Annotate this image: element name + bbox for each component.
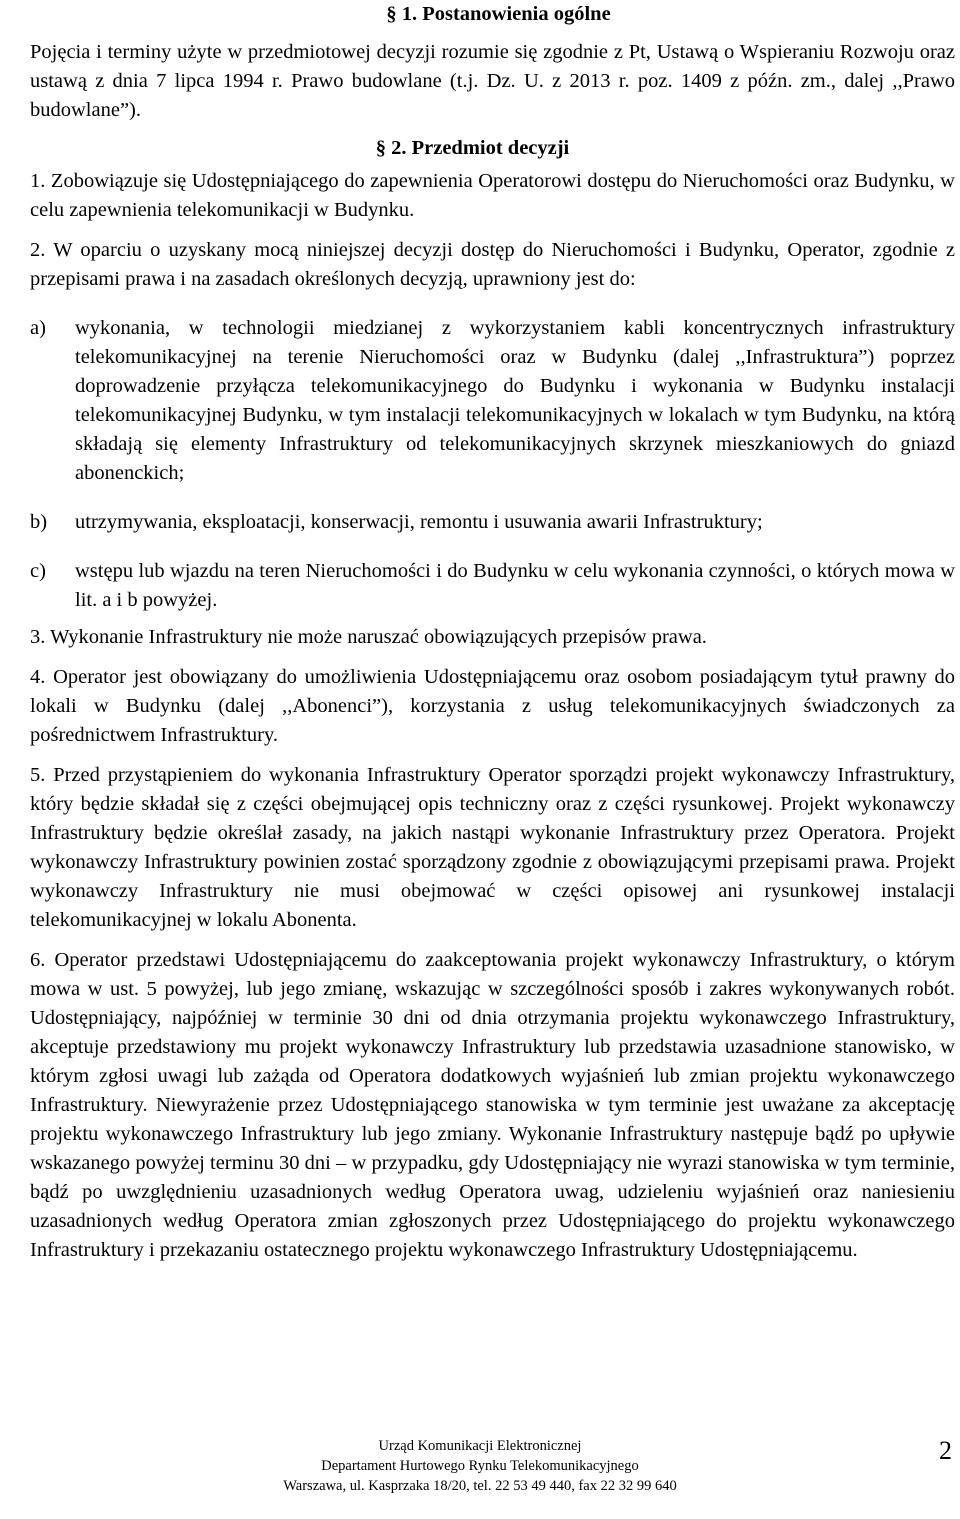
subpoint-b (30, 508, 955, 537)
subpoint-c (30, 557, 955, 615)
footer-office: Urząd Komunikacji Elektronicznej (378, 1438, 582, 1454)
subpoint-b-text: utrzymywania, eksploatacji, konserwacji, remontu i usuwania awarii Infrastruktury; (75, 511, 763, 533)
point-4 (30, 663, 955, 750)
section-1-text: Pojęcia i terminy użyte w przedmiotowej decyzji rozumie się zgodnie z Pt, Ustawą o Wspieraniu Rozwoju oraz ustawą z dnia 7 lipca 1994 r. Prawo budowlane (t.j. Dz. U. z 2013 r. poz. 1409 z późn. zm., dalej ,,Prawo budowlane”). (30, 41, 955, 121)
point-3 (30, 623, 955, 652)
section-2-title: § 2. Przedmiot decyzji (375, 137, 570, 159)
point-1 (30, 167, 955, 225)
point-4-text: Operator jest obowiązany do umożliwienia Udostępniającemu oraz osobom posiadającym tytuł prawny do lokali w Budynku (dalej ,,Abonenci”), korzystania z usług telekomunikacyjnych świadczonych za pośrednictwem Infrastruktury. (30, 666, 956, 746)
point-6 (30, 946, 955, 1265)
document-page (30, 0, 955, 1265)
point-6-number: 6. (30, 949, 46, 971)
point-4-number: 4. (30, 666, 46, 688)
section-1-title: § 1. Postanowienia ogólne (386, 3, 611, 25)
subpoint-a-mark: a) (30, 317, 46, 339)
subpoint-a (30, 314, 955, 488)
footer-address: Warszawa, ul. Kasprzaka 18/20, tel. 22 53 49 440, fax 22 32 99 640 (283, 1478, 677, 1494)
subpoint-c-text: wstępu lub wjazdu na teren Nieruchomości i do Budynku w celu wykonania czynności, o których mowa w lit. a i b powyżej. (75, 560, 955, 611)
point-1-text: Zobowiązuje się Udostępniającego do zapewnienia Operatorowi dostępu do Nieruchomości oraz Budynku, w celu zapewnienia telekomunikacji w Budynku. (30, 170, 955, 221)
subpoint-b-mark: b) (30, 511, 48, 533)
point-1-number: 1. (30, 170, 46, 192)
point-2-number: 2. (30, 239, 46, 261)
subpoint-a-text: wykonania, w technologii miedzianej z wykorzystaniem kabli koncentrycznych infrastruktury telekomunikacyjnej na terenie Nieruchomości oraz w Budynku (dalej ,,Infrastruktura”) poprzez doprowadzenie przyłącza telekomunikacyjnego do Budynku i wykonania w Budynku instalacji telekomunikacyjnej Budynku, w tym instalacji telekomunikacyjnych w lokalach w tym Budynku, na którą składają się elementy Infrastruktury od telekomunikacyjnych skrzynek mieszkaniowych do gniazd abonenckich; (75, 317, 955, 484)
point-3-number: 3. (30, 626, 46, 648)
point-3-text: Wykonanie Infrastruktury nie może naruszać obowiązujących przepisów prawa. (50, 626, 707, 648)
subpoint-c-mark: c) (30, 560, 46, 582)
point-2-text: W oparciu o uzyskany mocą niniejszej decyzji dostęp do Nieruchomości i Budynku, Operator, zgodnie z przepisami prawa i na zasadach określonych decyzją, uprawniony jest do: (30, 239, 955, 290)
point-6-text: Operator przedstawi Udostępniającemu do zaakceptowania projekt wykonawczy Infrastruktury, o którym mowa w ust. 5 powyżej, lub jego zmianę, wskazując w szczególności sposób i zakres wykonywanych robót. Udostępniający, najpóźniej w terminie 30 dni od dnia otrzymania projektu wykonawczego Infrastruktury, akceptuje przedstawiony mu projekt wykonawczy Infrastruktury lub przedstawia uzasadnione stanowisko, w którym zgłosi uwagi lub zażąda od Operatora dodatkowych wyjaśnień lub zmian projektu wykonawczego Infrastruktury. Niewyrażenie przez Udostępniającego stanowiska w tym terminie jest uważane za akceptację projektu wykonawczego Infrastruktury lub jego zmiany. Wykonanie Infrastruktury następuje bądź po upływie wskazanego powyżej terminu 30 dni – w przypadku, gdy Udostępniający nie wyrazi stanowiska w tym terminie, bądź po uwzględnieniu uzasadnionych według Operatora uwag, udzieleniu wyjaśnień oraz naniesieniu uzasadnionych według Operatora zmian zgłoszonych przez Udostępniającego do projektu wykonawczego Infrastruktury i przekazaniu ostatecznego projektu wykonawczego Infrastruktury Udostępniającemu. (30, 949, 956, 1261)
point-5-number: 5. (30, 764, 46, 786)
footer-department: Departament Hurtowego Rynku Telekomunikacyjnego (321, 1458, 639, 1474)
point-5 (30, 761, 955, 935)
page-footer (0, 1436, 960, 1496)
point-5-text: Przed przystąpieniem do wykonania Infrastruktury Operator sporządzi projekt wykonawczy Infrastruktury, który będzie składał się z części obejmującej opis techniczny oraz z części rysunkowej. Projekt wykonawczy Infrastruktury będzie określał zasady, na jakich nastąpi wykonanie Infrastruktury przez Operatora. Projekt wykonawczy Infrastruktury powinien zostać sporządzony zgodnie z obowiązującymi przepisami prawa. Projekt wykonawczy Infrastruktury nie musi obejmować w części opisowej ani rysunkowej instalacji telekomunikacyjnej w lokalu Abonenta. (30, 764, 956, 931)
point-2 (30, 236, 955, 294)
page-number: 2 (939, 1436, 952, 1465)
